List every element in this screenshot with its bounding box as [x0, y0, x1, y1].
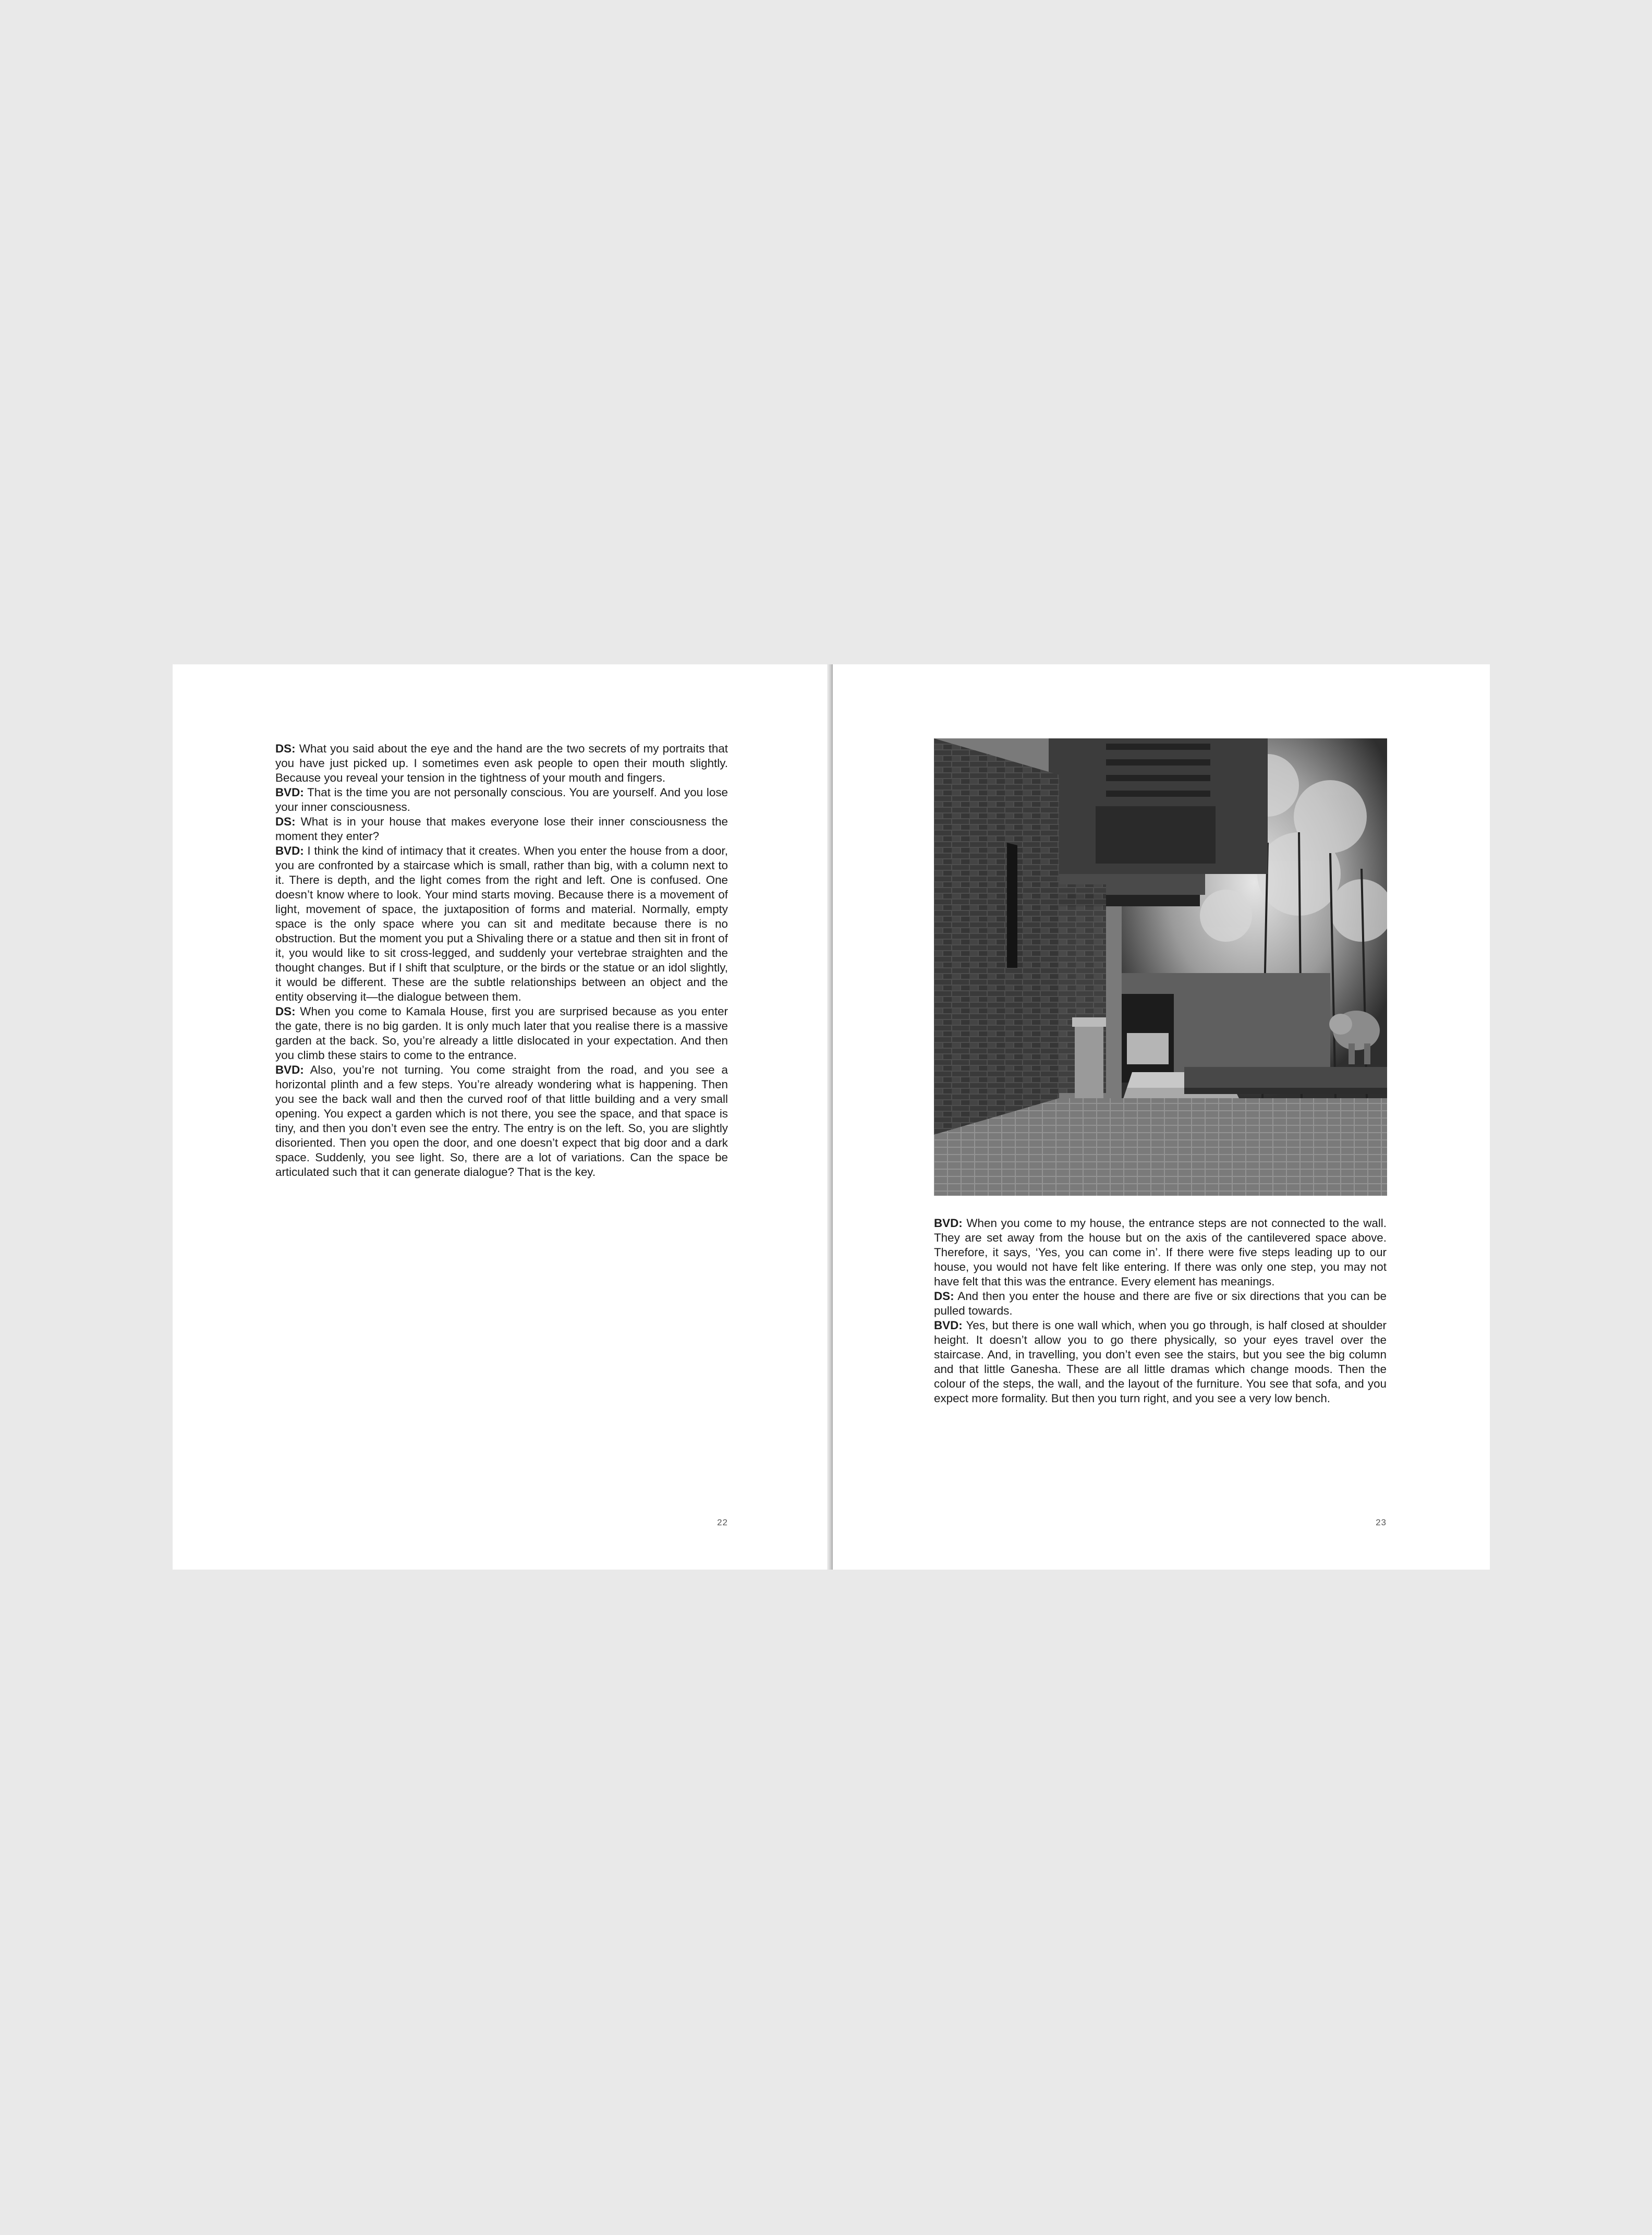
- courtyard-photo: [934, 738, 1387, 1196]
- paragraph-text: Also, you’re not turning. You come straight from the road, and you see a horizontal plinth and a few steps. You’re already wondering what is happening. Then you see the back wall and then the curved roof of that little building and a very small opening. You expect a garden which is not there, you see the space, and that space is tiny, and then you don’t even see the entry. The entry is on the left. So, you are slightly disoriented. Then you open the door, and one doesn’t expect that big door and a dark space. Suddenly, you see light. So, there are a lot of variations. Can the space be articulated such that it can generate dialogue? That is the key.: [275, 1063, 728, 1179]
- photo-illustration: [934, 738, 1387, 1196]
- right-page: [833, 664, 1490, 1570]
- interview-paragraph: [934, 1289, 1387, 1318]
- speaker-label: BVD:: [275, 844, 304, 857]
- interview-paragraph: [934, 1318, 1387, 1406]
- page-number-left: 22: [717, 1517, 728, 1527]
- interview-text-left: [275, 742, 728, 1180]
- interview-paragraph: [275, 815, 728, 844]
- interview-paragraph: [275, 742, 728, 785]
- interview-paragraph: [275, 1004, 728, 1063]
- speaker-label: BVD:: [934, 1319, 963, 1332]
- speaker-label: DS:: [934, 1290, 954, 1303]
- paragraph-text: That is the time you are not personally conscious. You are yourself. And you lose your inner consciousness.: [275, 786, 728, 813]
- page-number-right: 23: [1376, 1517, 1387, 1527]
- paragraph-text: I think the kind of intimacy that it creates. When you enter the house from a door, you are confronted by a staircase which is small, rather than big, with a column next to it. There is depth, and the light comes from the right and left. One is confused. One doesn’t know where to look. Your mind starts moving. Because there is a movement of light, movement of space, the juxtaposition of forms and material. Normally, empty space is the only space where you can sit and meditate because there is no obstruction. But the moment you put a Shivaling there or a statue and then sit in front of it, you would like to sit cross-legged, and suddenly your vertebrae straighten and the thought changes. But if I shift that sculpture, or the birds or the statue or an idol slightly, it would be different. These are the subtle relationships between an object and the entity observing it—the dialogue between them.: [275, 844, 728, 1003]
- paragraph-text: What is in your house that makes everyone lose their inner consciousness the moment they enter?: [275, 815, 728, 843]
- paragraph-text: What you said about the eye and the hand are the two secrets of my portraits that you have just picked up. I sometimes even ask people to open their mouth slightly. Because you reveal your tension in the tightness of your mouth and fingers.: [275, 742, 728, 784]
- paragraph-text: When you come to Kamala House, first you are surprised because as you enter the gate, there is no big garden. It is only much later that you realise there is a massive garden at the back. So, you’re already a little dislocated in your expectation. And then you climb these stairs to come to the entrance.: [275, 1005, 728, 1062]
- interview-paragraph: [934, 1216, 1387, 1289]
- speaker-label: BVD:: [934, 1217, 963, 1230]
- interview-paragraph: [275, 844, 728, 1004]
- left-page: [173, 664, 830, 1570]
- interview-paragraph: [275, 785, 728, 815]
- speaker-label: BVD:: [275, 786, 304, 799]
- speaker-label: BVD:: [275, 1063, 304, 1076]
- speaker-label: DS:: [275, 815, 296, 828]
- paragraph-text: When you come to my house, the entrance steps are not connected to the wall. They are set away from the house but on the axis of the cantilevered space above. Therefore, it says, ‘Yes, you can come in’. If there were five steps leading up to our house, you would not have felt like entering. If there was only one step, you may not have felt that this was the entrance. Every element has meanings.: [934, 1217, 1387, 1288]
- paragraph-text: And then you enter the house and there are five or six directions that you can be pulled towards.: [934, 1290, 1387, 1317]
- speaker-label: DS:: [275, 1005, 296, 1018]
- paragraph-text: Yes, but there is one wall which, when you go through, is half closed at shoulder height. It doesn’t allow you to go there physically, so your eyes travel over the staircase. And, in travelling, you don’t even see the stairs, but you see the big column and that little Ganesha. These are all little dramas which change moods. Then the colour of the steps, the wall, and the layout of the furniture. You see that sofa, and you expect more formality. But then you turn right, and you see a very low bench.: [934, 1319, 1387, 1405]
- interview-text-right: [934, 1216, 1387, 1406]
- interview-paragraph: [275, 1063, 728, 1180]
- speaker-label: DS:: [275, 742, 296, 755]
